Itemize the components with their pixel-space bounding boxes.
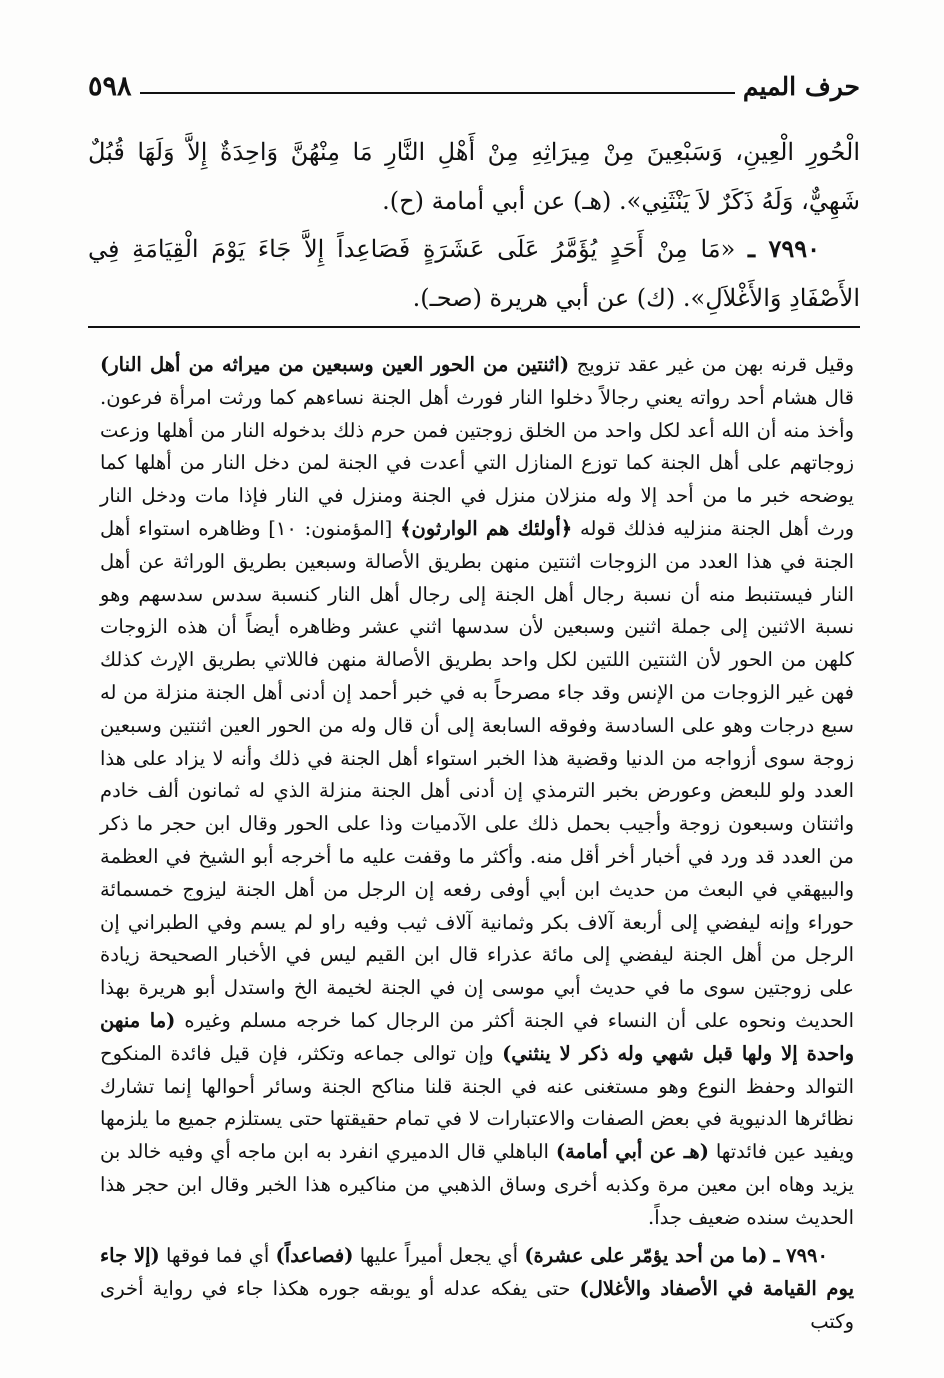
commentary-intro: وقيل قرنه بهن من غير عقد تزويج <box>576 353 854 376</box>
commentary-number: ٧٩٩٠ ـ <box>773 1244 829 1267</box>
page-header <box>88 64 860 108</box>
commentary-text: [المؤمنون: ١٠] وظاهره استواء أهل الجنة في هذا العدد من الزوجات اثنتين منهن بطريق الأصالة وسبعين بطريق الوراثة عن أهل النار فيستنبط منه أن نسبة رجال أهل الجنة إلى رجال أهل النار كنسبة سدس سدسهم وهو نسبة الاثنين إلى جملة اثنين وسبعين لأن سدسها اثني عشر وظاهره أيضاً أن هذه الزوجات كلهن من الحور لأن الثنتين اللتين لكل واحد بطريق الأصالة منهن فاللاتي بطريق الإرث كذلك فهن غير الزوجات من الإنس وقد جاء مصرحاً به في خبر أحمد إن أدنى أهل الجنة منزلة من له سبع درجات وهو على السادسة وفوقه السابعة إلى أن قال وله من الحور العين اثنتين وسبعين زوجة سوى أزواجه من الدنيا وقضية هذا الخبر استواء أهل الجنة في ذلك وأنه لا يزاد على هذا العدد ولو للبعض وعورض بخبر الترمذي إن أدنى أهل الجنة منزلة الذي له ثمانون ألف خادم واثنتان وسبعون زوجة وأجيب بحمل ذلك على الآدميات وذا على الحور وقال ابن حجر ما ذكر من العدد قد ورد في أخبار أخر أقل منه. وأكثر ما وقفت عليه ما أخرجه أبو الشيخ في العظمة والبيهقي في البعث من حديث ابن أبي أوفى رفعه إن الرجل من أهل الجنة ليزوج خمسمائة حوراء وإنه ليفضي إلى أربعة آلاف بكر وثمانية آلاف ثيب وفيه راو لم يسم وفي الطبراني إن الرجل من أهل الجنة ليفضي إلى مائة عذراء قال ابن القيم ليس في الأخبار الصحيحة زيادة على زوجتين سوى ما في حديث أبي موسى إن في الجنة لخيمة الخ واستدل أبو هريرة بهذا الحديث ونحوه على أن النساء في الجنة أكثر من الرجال كما خرجه مسلم وغيره <box>100 516 854 1032</box>
hadith-number: ٧٩٩٠ ـ <box>748 234 820 263</box>
hadith-7990 <box>88 224 860 323</box>
quoted-phrase: (هـ عن أبي أمامة) <box>555 1140 709 1164</box>
commentary-text: أي فما فوقها <box>165 1244 270 1267</box>
commentary-text: أي يجعل أميراً عليها <box>359 1244 519 1267</box>
quoted-phrase: (إلا جاء يوم القيامة في الأصفاد والأغلال) <box>100 1244 854 1300</box>
quoted-phrase: (فصاعداً) <box>275 1244 354 1267</box>
hadith-continuation <box>88 128 860 226</box>
commentary-paragraph <box>100 349 854 1235</box>
chapter-title: حرف الميم <box>742 71 860 101</box>
hadith-continuation-text: الْحُورِ الْعِينِ، وَسَبْعِينَ مِنْ مِيرَاثِهِ مِنْ أَهْلِ النَّارِ مَا مِنْهُنَّ وَاحِدَةٌ إِلاَّ وَلَهَا قُبُلٌ شَهِيٌّ، وَلَهُ ذَكَرٌ لاَ يَنْثَنِي». (هـ) عن أبي أمامة (ح). <box>88 138 860 215</box>
quoted-phrase: (ما من أحد يؤمّر على عشرة) <box>524 1244 768 1267</box>
quoted-phrase: (ما منهن واحدة إلا ولها قبل شهي وله ذكر لا ينثني) <box>100 1008 854 1065</box>
footnote-separator <box>88 326 860 328</box>
quran-quote: ﴿أولئك هم الوارثون﴾ <box>400 516 573 540</box>
page-number: ٥٩٨ <box>88 70 132 102</box>
hadith-text: «مَا مِنْ أَحَدٍ يُؤَمَّرُ عَلَى عَشَرَةٍ فَصَاعِداً إِلاَّ جَاءَ يَوْمَ الْقِيَامَةِ فِي الأَصْفَادِ وَالأَغْلاَلِ». (ك) عن أبي هريرة (صحـ). <box>88 235 860 312</box>
commentary-7990 <box>100 1240 854 1338</box>
header-rule <box>140 78 735 94</box>
quoted-phrase: (اثنتين من الحور العين وسبعين من ميراثه من أهل النار) <box>100 353 570 376</box>
commentary-text: قال هشام أحد رواته يعني رجالاً دخلوا النار فورث أهل الجنة نساءهم كما ورثت امرأة فرعون. وأخذ منه أن الله أعد لكل واحد من الخلق زوجتين فمن حرم ذلك بدخوله النار من أهلها وزعت زوجاتهم على أهل الجنة كما توزع المنازل التي أعدت في الجنة لمن دخل النار من أهلها كما يوضحه خبر ما من أحد إلا وله منزلان منزل في الجنة ومنزل في النار فإذا مات ودخل النار ورث أهل الجنة منزليه فذلك قوله <box>100 385 855 540</box>
commentary-text: حتى يفكه عدله أو يوبقه جوره هكذا جاء في رواية أخرى وكتب <box>100 1276 854 1333</box>
commentary-text: الباهلي قال الدميري انفرد به ابن ماجه أي وفيه خالد بن يزيد وهاه ابن معين مرة وكذبه أخرى وساق الذهبي من مناكيره هذا الخبر وقال ابن حجر هذا الحديث سنده ضعيف جداً. <box>100 1140 854 1229</box>
commentary-text: وإن توالى جماعه وتكثر، فإن قيل فائدة المنكوح التوالد وحفظ النوع وهو مستغنى عنه في الجنة قلنا مناكح الجنة وسائر أحوالها إنما تشارك نظائرها الدنيوية في بعض الصفات والاعتبارات لا في تمام حقيقتها حتى يستلزم جميع ما يلزمها ويفيد عين فائدتها <box>100 1041 855 1164</box>
